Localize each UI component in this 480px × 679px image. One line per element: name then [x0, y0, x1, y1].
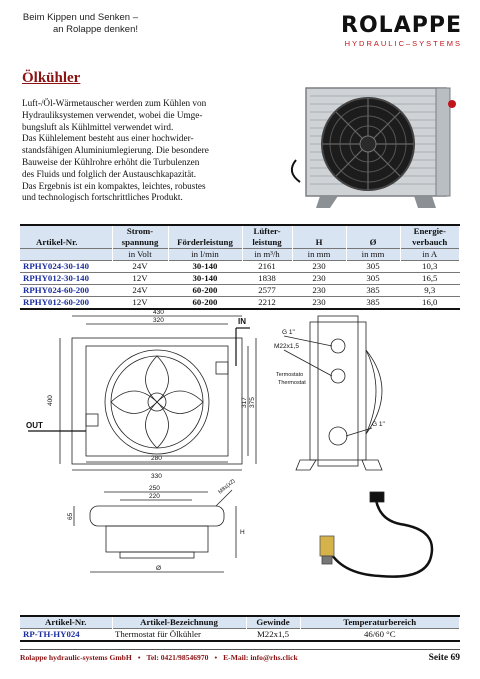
slogan: [20, 12, 138, 36]
intro-line: Das Kühlelement besteht aus einer hochwider-: [22, 133, 194, 144]
table-row: [20, 629, 460, 642]
intro-line: Hydrauliksystemen verwendet, wobei die Umge-: [22, 109, 203, 120]
table-cell: 60-200: [168, 297, 242, 310]
intro-line: des Fluids und folglich der Austauschkapazität.: [22, 168, 197, 179]
article-code: RPHY012-60-200: [20, 297, 112, 310]
page-footer: [20, 649, 460, 663]
dim-label: 375: [249, 397, 256, 408]
company-logo: [341, 14, 462, 48]
spec-units-row: [20, 249, 460, 261]
oil-cooler-photo: [286, 82, 458, 212]
table-cell: 9,3: [400, 285, 460, 297]
intro-text: [22, 98, 272, 204]
unit-cell: in Volt: [112, 249, 168, 261]
table-cell: 2577: [242, 285, 292, 297]
table-cell: 12V: [112, 273, 168, 285]
intro-line: Das Ergebnis ist ein kompaktes, leichtes, robustes: [22, 180, 206, 191]
footer-company: Rolappe hydraulic-systems GmbH: [20, 653, 132, 662]
dim-label: 400: [47, 395, 54, 406]
thermostat-label: Thermostat: [278, 380, 306, 386]
col-header-h: H: [292, 225, 346, 249]
logo-tagline: HYDRAULIC–SYSTEMS: [344, 39, 462, 48]
article-code: RPHY024-30-140: [20, 261, 112, 273]
dim-label: 220: [149, 493, 160, 500]
table-cell: 24V: [112, 261, 168, 273]
table-cell: 30-140: [168, 261, 242, 273]
table-cell: 385: [346, 285, 400, 297]
dim-label: 320: [153, 317, 164, 324]
inlet-label: IN: [238, 317, 246, 326]
slogan-line-1: Beim Kippen und Senken –: [22, 12, 138, 23]
page-title: Ölkühler: [22, 70, 81, 86]
table-cell: 230: [292, 261, 346, 273]
outlet-label: OUT: [26, 421, 43, 430]
col-header-voltage: Strom- spannung: [112, 225, 168, 249]
dim-label: 430: [153, 310, 164, 316]
article-code: RPHY024-60-200: [20, 285, 112, 297]
thread-label: G 1": [282, 329, 295, 336]
table-cell: 10,3: [400, 261, 460, 273]
table-row: [20, 297, 460, 310]
table-cell: Thermostat für Ölkühler: [112, 629, 246, 642]
technical-drawing: [20, 310, 460, 610]
intro-line: bungsluft als Kühlmittel verwendet wird.: [22, 121, 174, 132]
thermo-header-row: [20, 616, 460, 629]
col-header-description: Artikel-Bezeichnung: [112, 616, 246, 629]
col-header-fan-power: Lüfter- leistung: [242, 225, 292, 249]
table-cell: 16,0: [400, 297, 460, 310]
intro-line: Bauweise der Kühlrohre erhöht die Turbulenzen: [22, 156, 200, 167]
dim-label: H: [240, 529, 245, 536]
footer-separator: •: [214, 653, 218, 662]
col-header-diameter: Ø: [346, 225, 400, 249]
col-header-flow: Förderleistung: [168, 225, 242, 249]
thread-label: G 1": [372, 421, 385, 428]
article-code: RPHY012-30-140: [20, 273, 112, 285]
dim-label: Ø: [156, 565, 162, 572]
table-cell: 1838: [242, 273, 292, 285]
logo-wordmark: ROLAPPE: [341, 13, 462, 38]
table-cell: 385: [346, 297, 400, 310]
spec-header-row: [20, 225, 460, 249]
dim-label: 280: [151, 455, 162, 462]
table-cell: 305: [346, 261, 400, 273]
thermostat-label: Termostato: [276, 372, 304, 378]
table-cell: 24V: [112, 285, 168, 297]
table-row: [20, 273, 460, 285]
unit-cell: in l/min: [168, 249, 242, 261]
article-code: RP-TH-HY024: [20, 629, 112, 642]
col-header-article: Artikel-Nr.: [20, 616, 112, 629]
thread-label: M22x1,5: [274, 343, 299, 350]
unit-cell: [20, 249, 112, 261]
footer-phone: Tel: 0421/98546970: [146, 653, 209, 662]
table-cell: 230: [292, 285, 346, 297]
table-cell: 60-200: [168, 285, 242, 297]
dim-label: 330: [151, 473, 162, 480]
page-number: Seite 69: [428, 653, 460, 663]
intro-line: und technologisch fortschrittliches Produkt.: [22, 192, 183, 203]
unit-cell: in A: [400, 249, 460, 261]
spec-table: [20, 224, 460, 310]
col-header-article: Artikel-Nr.: [20, 225, 112, 249]
footer-separator: •: [137, 653, 141, 662]
table-cell: 305: [346, 273, 400, 285]
table-cell: 230: [292, 297, 346, 310]
dim-label: 317: [241, 397, 248, 408]
col-header-energy: Energie- verbauch: [400, 225, 460, 249]
col-header-temperature: Temperaturbereich: [300, 616, 460, 629]
table-cell: 16,5: [400, 273, 460, 285]
table-cell: 230: [292, 273, 346, 285]
dim-label: 65: [67, 512, 74, 520]
table-cell: 2161: [242, 261, 292, 273]
unit-cell: in mm: [346, 249, 400, 261]
footer-email[interactable]: E-Mail: info@rhs.click: [223, 653, 298, 662]
table-cell: 46/60 °C: [300, 629, 460, 642]
unit-cell: in mm: [292, 249, 346, 261]
slogan-line-2: an Rolappe denken!: [52, 24, 138, 35]
table-cell: 2212: [242, 297, 292, 310]
dim-label: 250: [149, 485, 160, 492]
dim-label: M8x(x2): [217, 478, 237, 496]
table-cell: 12V: [112, 297, 168, 310]
table-row: [20, 261, 460, 273]
table-cell: M22x1,5: [246, 629, 300, 642]
table-cell: 30-140: [168, 273, 242, 285]
table-row: [20, 285, 460, 297]
unit-cell: in m³/h: [242, 249, 292, 261]
thermostat-table: [20, 615, 460, 642]
col-header-thread: Gewinde: [246, 616, 300, 629]
intro-line: standsfähigen Aluminiumlegierung. Die besondere: [22, 145, 209, 156]
intro-line: Luft-/Öl-Wärmetauscher werden zum Kühlen von: [22, 98, 207, 108]
